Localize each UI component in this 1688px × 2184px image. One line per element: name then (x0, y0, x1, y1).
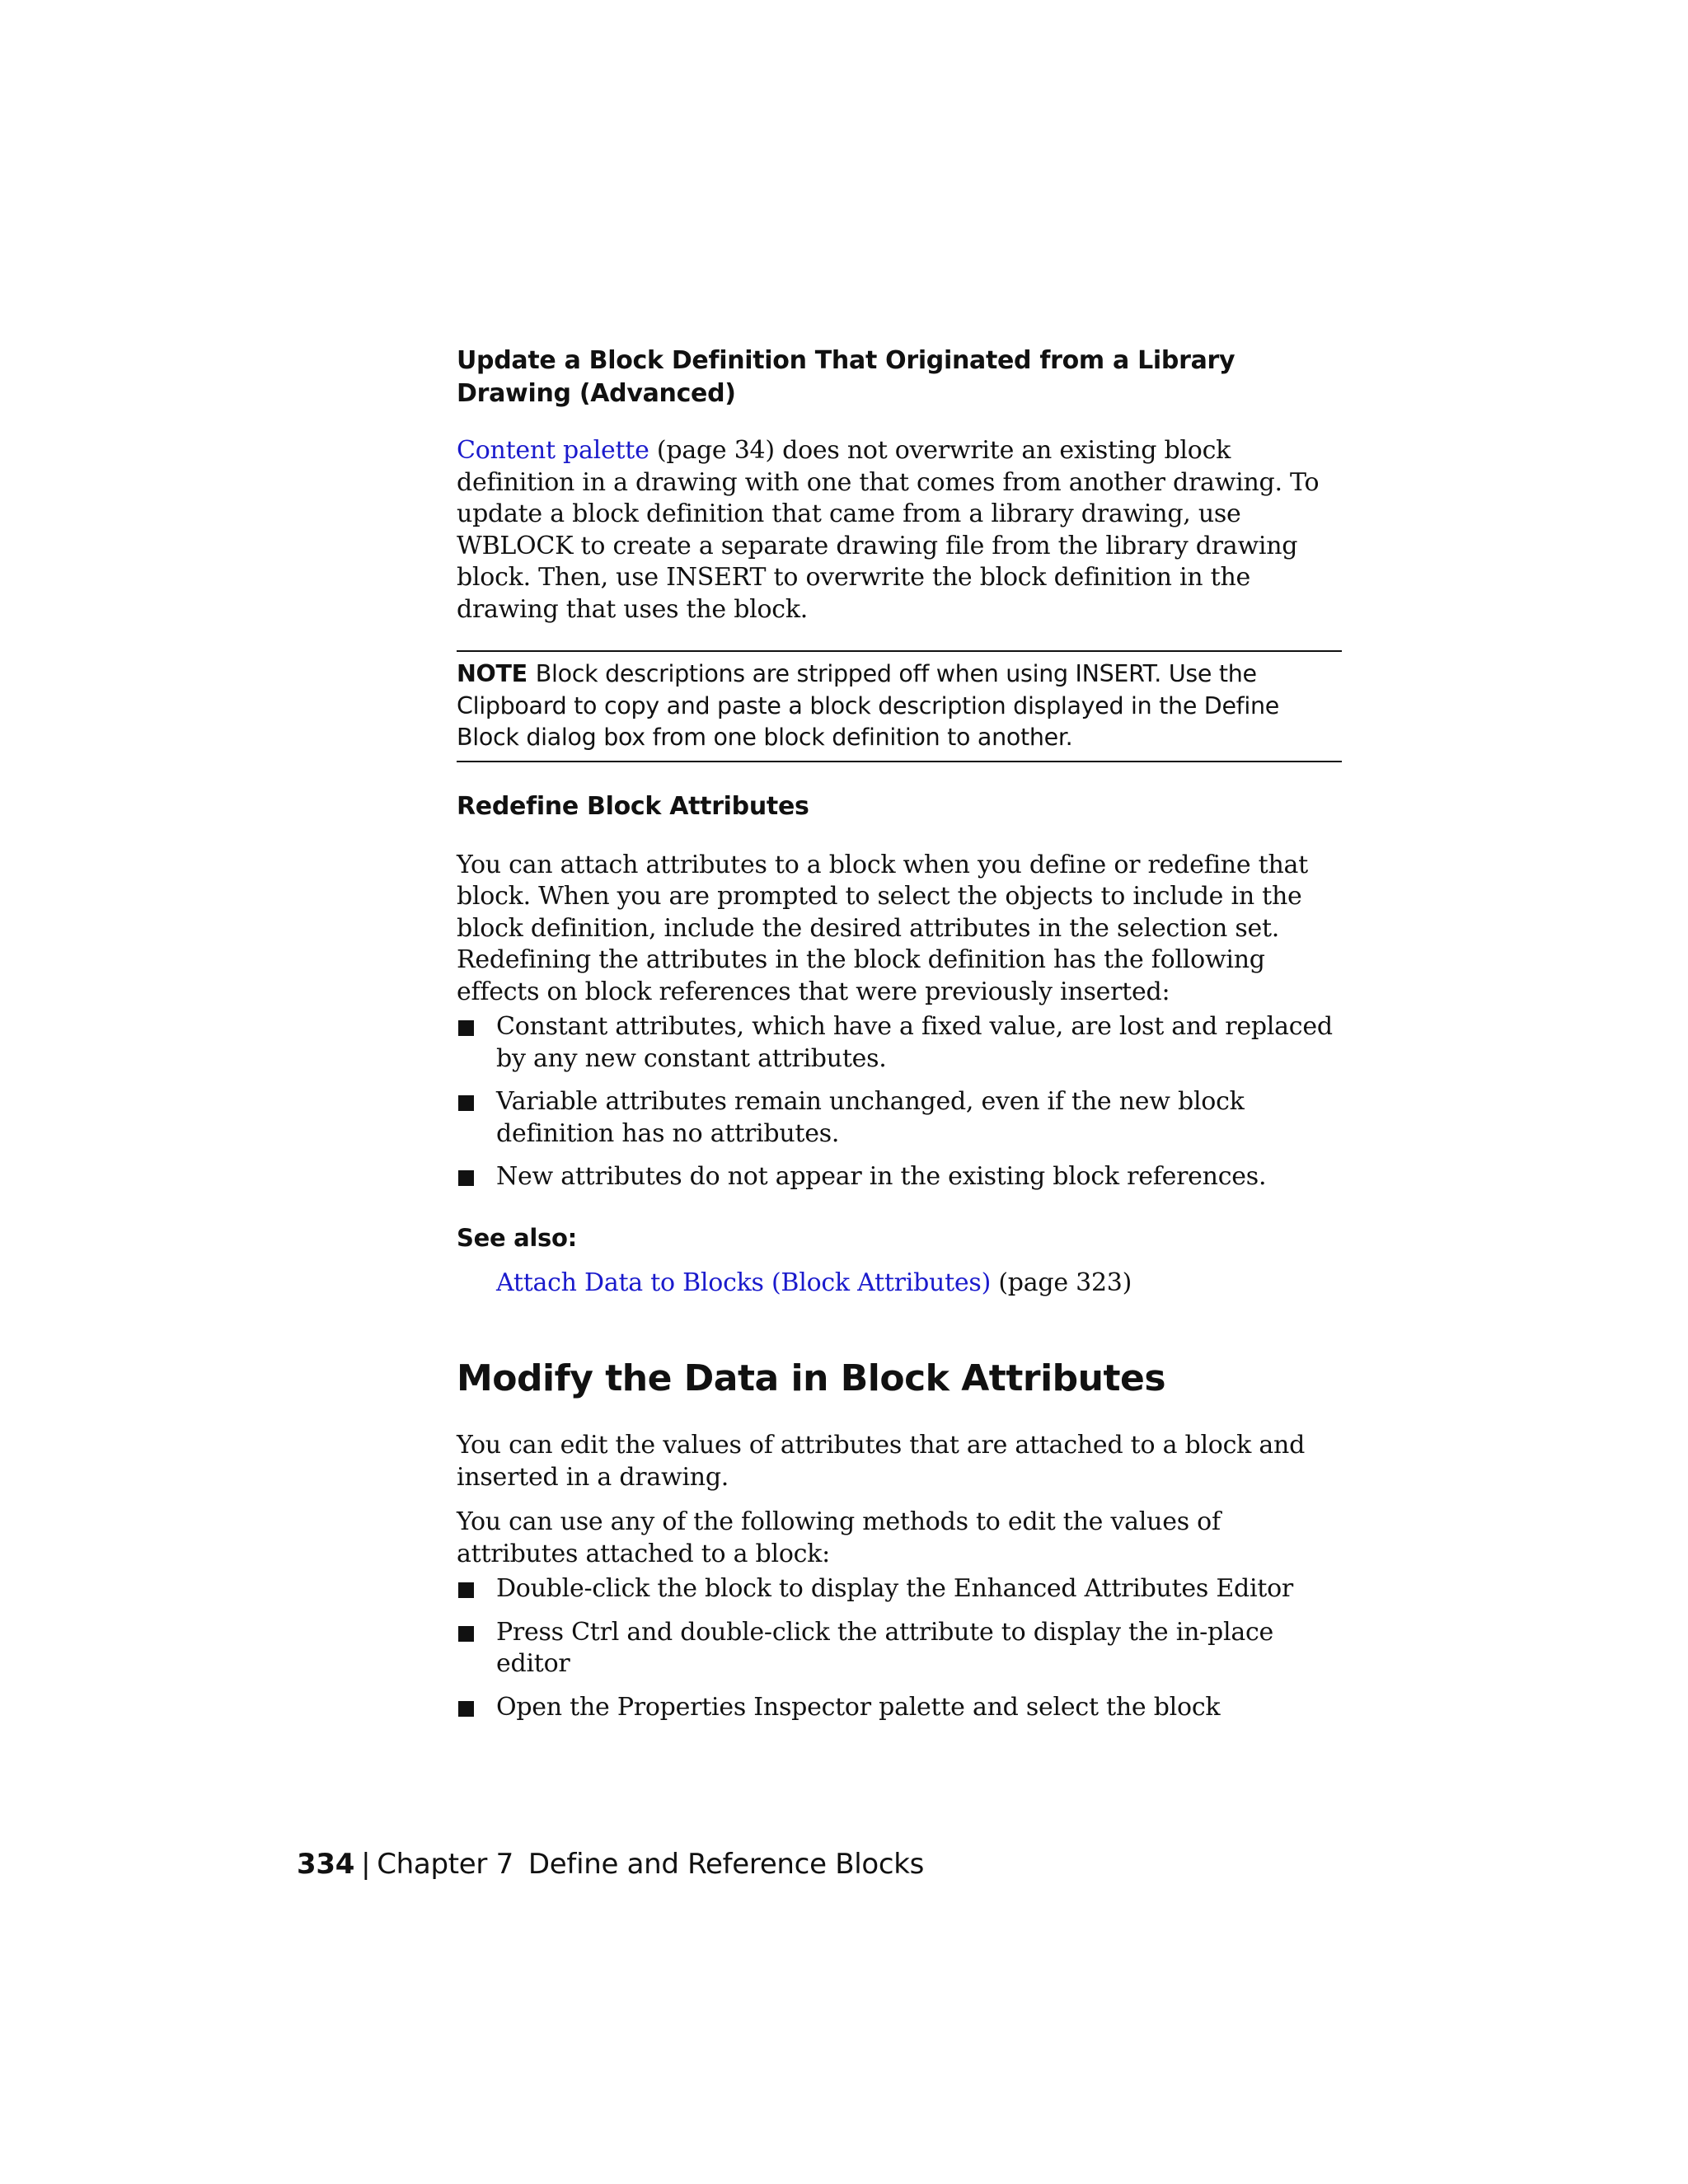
bullet-square-icon (458, 1095, 474, 1111)
paragraph-update-block (457, 435, 1342, 626)
attach-data-link[interactable]: Attach Data to Blocks (Block Attributes) (496, 1268, 992, 1297)
list-item (457, 1011, 1342, 1075)
note-box (457, 650, 1342, 762)
list-item-text: Variable attributes remain unchanged, even if the new block definition has no attributes. (496, 1087, 1245, 1148)
bullet-square-icon (458, 1170, 474, 1186)
see-also-page: (page 323) (991, 1268, 1132, 1297)
redefine-effects-list (457, 1011, 1342, 1193)
footer-separator: | (361, 1848, 371, 1881)
see-also-reference (457, 1268, 1342, 1300)
paragraph-update-block-text: (page 34) does not overwrite an existing block definition in a drawing with one that comes from another drawing. To update a block definition that came from a library drawing, use WBLOCK to create a separate drawing file from the library drawing block. Then, use INSERT to overwrite the block definition in the drawing that uses the block. (457, 436, 1320, 624)
bullet-square-icon (458, 1582, 474, 1598)
content-column (457, 344, 1342, 1723)
bullet-square-icon (458, 1020, 474, 1036)
note-label: NOTE (457, 660, 528, 687)
list-item (457, 1573, 1342, 1605)
footer-chapter-title: Define and Reference Blocks (528, 1848, 925, 1881)
note-text: Block descriptions are stripped off when using INSERT. Use the Clipboard to copy and paste a block description displayed in the Define Block dialog box from one block definition to another. (457, 660, 1280, 751)
list-item (457, 1617, 1342, 1680)
section-heading-modify-data: Modify the Data in Block Attributes (457, 1357, 1166, 1399)
page-footer (297, 1846, 924, 1882)
list-item-text: New attributes do not appear in the existing block references. (496, 1162, 1267, 1191)
list-item (457, 1161, 1342, 1193)
list-item (457, 1086, 1342, 1150)
section-heading-update-block: Update a Block Definition That Originated from a Library Drawing (Advanced) (457, 346, 1236, 408)
content-palette-link[interactable]: Content palette (457, 436, 649, 465)
see-also-label: See also: (457, 1223, 577, 1252)
bullet-square-icon (458, 1701, 474, 1717)
bullet-square-icon (458, 1626, 474, 1642)
list-item-text: Open the Properties Inspector palette and select the block (496, 1692, 1221, 1722)
list-item (457, 1692, 1342, 1724)
paragraph-modify-data-1: You can edit the values of attributes that are attached to a block and inserted in a drawing. (457, 1431, 1306, 1492)
edit-methods-list (457, 1573, 1342, 1723)
footer-chapter: Chapter 7 (377, 1848, 513, 1881)
section-heading-redefine-attributes: Redefine Block Attributes (457, 791, 809, 821)
list-item-text: Constant attributes, which have a fixed value, are lost and replaced by any new constant attributes. (496, 1012, 1333, 1073)
paragraph-modify-data-2: You can use any of the following methods to edit the values of attributes attached to a block: (457, 1507, 1221, 1568)
list-item-text: Press Ctrl and double-click the attribute to display the in-place editor (496, 1617, 1274, 1678)
page-number: 334 (297, 1848, 355, 1881)
paragraph-redefine-attributes: You can attach attributes to a block when you define or redefine that block. When you are prompted to select the objects to include in the block definition, include the desired attributes in the selection set. Redefining the attributes in the block definition has the following effects on block references that were previously inserted: (457, 850, 1308, 1006)
list-item-text: Double-click the block to display the Enhanced Attributes Editor (496, 1574, 1294, 1603)
